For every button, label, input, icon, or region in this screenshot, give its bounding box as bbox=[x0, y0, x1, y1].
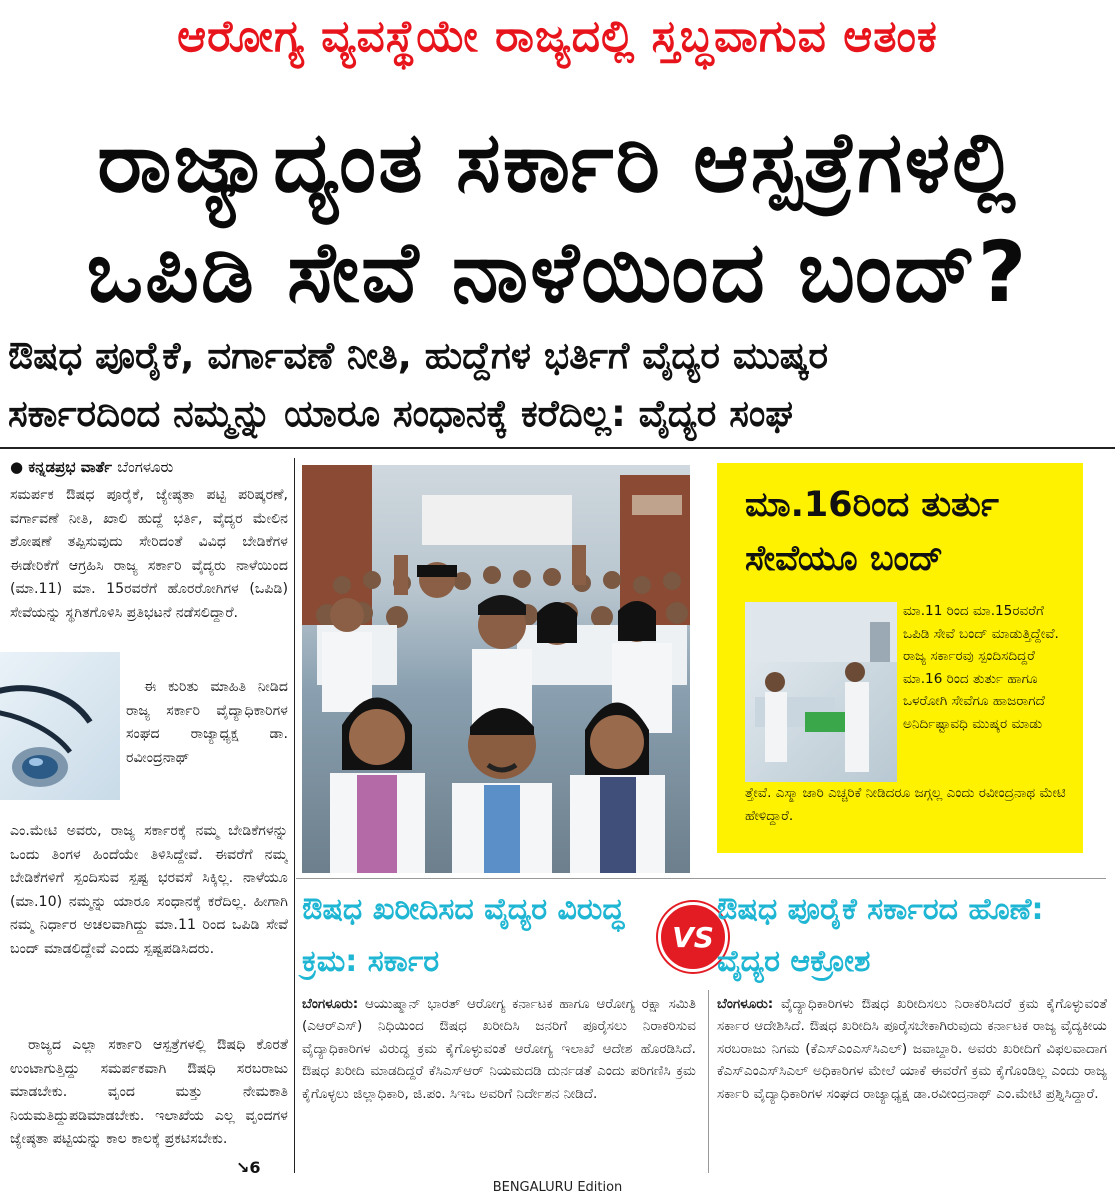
article-para1-text: ಸಮರ್ಪಕ ಔಷಧ ಪೂರೈಕೆ, ಜ್ಯೇಷ್ಠತಾ ಪಟ್ಟಿ ಪರಿಷ್ಕರಣೆ, ವರ್ಗಾವಣೆ ನೀತಿ, ಖಾಲಿ ಹುದ್ದೆ ಭರ್ತಿ, ವೈದ್ಯರ ಮೇಲಿನ ಶೋಷಣೆ ತಪ್ಪಿಸುವುದು ಸೇರಿದಂತೆ ವಿವಿಧ ಬೇಡಿಕೆಗಳ ಈಡೇರಿಕೆಗೆ ಆಗ್ರಹಿಸಿ ರಾಜ್ಯ ಸರ್ಕಾರಿ ವೈದ್ಯರು ನಾಳೆಯಿಂದ (ಮಾ.11) ಮಾ. 15ರವರೆಗೆ ಹೊರರೋಗಿಗಳ (ಒಪಿಡಿ) ಸೇವೆಯನ್ನು ಸ್ಥಗಿತಗೊಳಿಸಿ ಪ್ರತಿಭಟನೆ ನಡೆಸಲಿದ್ದಾರೆ. bbox=[10, 487, 288, 621]
stethoscope-photo bbox=[0, 652, 120, 800]
byline bbox=[10, 458, 290, 476]
main-headline-line1: ರಾಜ್ಯಾದ್ಯಂತ ಸರ್ಕಾರಿ ಆಸ್ಪತ್ರೆಗಳಲ್ಲಿ bbox=[97, 113, 1018, 211]
byline-city: ಬೆಂಗಳೂರು bbox=[117, 458, 174, 476]
doctor-side-text bbox=[717, 993, 1107, 1173]
article-para2-rest bbox=[10, 820, 288, 1030]
byline-source: ಕನ್ನಡಪ್ರಭ ವಾರ್ತೆ bbox=[28, 458, 112, 476]
emergency-box-text-wide: ತ್ತೇವೆ. ಎಸ್ಮಾ ಜಾರಿ ಎಚ್ಚರಿಕೆ ನೀಡಿದರೂ ಜಗ್ಗಲ್ಲ ಎಂದು ರವೀಂದ್ರನಾಥ ಮೇಟಿ ಹೇಳಿದ್ದಾರೆ. bbox=[745, 785, 1066, 824]
gov-side-body: ಆಯುಷ್ಮಾನ್ ಭಾರತ್ ಆರೋಗ್ಯ ಕರ್ನಾಟಕ ಹಾಗೂ ಆರೋಗ್ಯ ರಕ್ಷಾ ಸಮಿತಿ (ಎಆರ್‌ಎಸ್) ನಿಧಿಯಿಂದ ಔಷಧ ಖರೀದಿಸಿ ಜನರಿಗೆ ಪೂರೈಸಲು ನಿರಾಕರಿಸುವ ವೈದ್ಯಾಧಿಕಾರಿಗಳ ವಿರುದ್ಧ ಕ್ರಮ ಕೈಗೊಳ್ಳುವಂತೆ ಆರೋಗ್ಯ ಇಲಾಖೆ ಆದೇಶ ಹೊರಡಿಸಿದೆ. ಔಷಧ ಖರೀದಿ ಮಾಡದಿದ್ದರೆ ಕೆಸಿಎಸ್‌ಆರ್ ನಿಯಮದಡಿ ದುರ್ನಡತೆ ಎಂದು ಪರಿಗಣಿಸಿ ಕ್ರಮ ಕೈಗೊಳ್ಳಲು ಜಿಲ್ಲಾಧಿಕಾರಿ, ಜಿ.ಪಂ. ಸಿಇಒ ಅವರಿಗೆ ನಿರ್ದೇಶನ ನೀಡಿದೆ. bbox=[302, 996, 696, 1102]
versus-divider bbox=[296, 878, 1106, 879]
hospital-ward-photo bbox=[745, 602, 897, 782]
article-para2-narrow bbox=[126, 676, 288, 816]
main-headline-line2: ಒಪಿಡಿ ಸೇವೆ ನಾಳೆಯಿಂದ ಬಂದ್? bbox=[86, 223, 1029, 321]
doctors-protest-image bbox=[302, 465, 690, 873]
versus-badge: VS bbox=[658, 902, 728, 972]
doctor-side-lead: ಬೆಂಗಳೂರು: bbox=[717, 996, 774, 1012]
emergency-box-text-narrow: ಮಾ.11 ರಿಂದ ಮಾ.15ರವರೆಗೆ ಒಪಿಡಿ ಸೇವೆ ಬಂದ್ ಮಾಡುತ್ತಿದ್ದೇವೆ. ರಾಜ್ಯ ಸರ್ಕಾರವು ಸ್ಪಂದಿಸದಿದ್ದರೆ ಮಾ.16 ರಿಂದ ತುರ್ತು ಹಾಗೂ ಒಳರೋಗಿ ಸೇವೆಗೂ ಹಾಜರಾಗದೆ ಅನಿರ್ದಿಷ್ಟಾವಧಿ ಮುಷ್ಕರ ಮಾಡು bbox=[903, 603, 1059, 732]
bullet-icon: ● bbox=[10, 458, 24, 476]
deck-line2: ಸರ್ಕಾರದಿಂದ ನಮ್ಮನ್ನು ಯಾರೂ ಸಂಧಾನಕ್ಕೆ ಕರೆದಿಲ್ಲ: ವೈದ್ಯರ ಸಂಘ bbox=[8, 392, 794, 435]
hospital-ward-image bbox=[745, 602, 897, 782]
versus-column-divider bbox=[708, 990, 709, 1173]
gov-side-title: ಔಷಧ ಖರೀದಿಸದ ವೈದ್ಯರ ವಿರುದ್ಧ ಕ್ರಮ: ಸರ್ಕಾರ bbox=[302, 892, 625, 979]
column-divider bbox=[294, 458, 295, 1173]
kicker-headline: ಆರೋಗ್ಯ ವ್ಯವಸ್ಥೆಯೇ ರಾಜ್ಯದಲ್ಲಿ ಸ್ತಬ್ಧವಾಗುವ ಆತಂಕ bbox=[177, 11, 938, 62]
doctor-side-body: ವೈದ್ಯಾಧಿಕಾರಿಗಳು ಔಷಧ ಖರೀದಿಸಲು ನಿರಾಕರಿಸಿದರೆ ಕ್ರಮ ಕೈಗೊಳ್ಳುವಂತೆ ಸರ್ಕಾರ ಆದೇಶಿಸಿದೆ. ಔಷಧ ಖರೀದಿಸಿ ಪೂರೈಸಬೇಕಾಗಿರುವುದು ಕರ್ನಾಟಕ ರಾಜ್ಯ ವೈದ್ಯಕೀಯ ಸರಬರಾಜು ನಿಗಮ (ಕೆಎಸ್‌ಎಂಎಸ್‌ಸಿಎಲ್) ಜವಾಬ್ದಾರಿ. ಅವರು ಖರೀದಿಗೆ ವಿಫಲವಾದಾಗ ಕೆಎಸ್‌ಎಂಎಸ್‌ಸಿಎಲ್ ಅಧಿಕಾರಿಗಳ ಮೇಲೆ ಯಾಕೆ ಈವರೆಗೆ ಕ್ರಮ ಕೈಗೊಂಡಿಲ್ಲ ಎಂದು ರಾಜ್ಯ ಸರ್ಕಾರಿ ವೈದ್ಯಾಧಿಕಾರಿಗಳ ಸಂಘದ ರಾಜ್ಯಾಧ್ಯಕ್ಷ ಡಾ.ರವೀಂದ್ರನಾಥ್ ಎಂ.ಮೇಟಿ ಪ್ರಶ್ನಿಸಿದ್ದಾರೆ. bbox=[717, 996, 1107, 1102]
article-para1 bbox=[10, 484, 288, 664]
gov-side-lead: ಬೆಂಗಳೂರು: bbox=[302, 996, 359, 1012]
headline-divider bbox=[0, 447, 1115, 449]
article-para3-text: ರಾಜ್ಯದ ಎಲ್ಲಾ ಸರ್ಕಾರಿ ಆಸ್ಪತ್ರೆಗಳಲ್ಲಿ ಔಷಧಿ ಕೊರತೆ ಉಂಟಾಗುತ್ತಿದ್ದು ಸಮರ್ಪಕವಾಗಿ ಔಷಧಿ ಸರಬರಾಜು ಮಾಡಬೇಕು. ವೃಂದ ಮತ್ತು ನೇಮಕಾತಿ ನಿಯಮತಿದ್ದುಪಡಿಮಾಡಬೇಕು. ಇಲಾಖೆಯ ಎಲ್ಲ ವೃಂದಗಳ ಜ್ಯೇಷ್ಠತಾ ಪಟ್ಟಿಯನ್ನು ಕಾಲ ಕಾಲಕ್ಕೆ ಪ್ರಕಟಿಸಬೇಕು. bbox=[10, 1037, 288, 1148]
stethoscope-icon bbox=[0, 652, 120, 800]
article-para2-narrow-text: ಈ ಕುರಿತು ಮಾಹಿತಿ ನೀಡಿದ ರಾಜ್ಯ ಸರ್ಕಾರಿ ವೈದ್ಯಾಧಿಕಾರಿಗಳ ಸಂಘದ ರಾಜ್ಯಾಧ್ಯಕ್ಷ ಡಾ. ರವೀಂದ್ರನಾಥ್ bbox=[126, 679, 288, 766]
protest-illustration bbox=[302, 465, 690, 873]
doctor-side-title: ಔಷಧ ಪೂರೈಕೆ ಸರ್ಕಾರದ ಹೊಣೆ: ವೈದ್ಯರ ಆಕ್ರೋಶ bbox=[717, 892, 1044, 979]
emergency-box-title: ಮಾ.16ರಿಂದ ತುರ್ತು ಸೇವೆಯೂ ಬಂದ್ bbox=[745, 485, 999, 579]
edition-footer: BENGALURU Edition bbox=[492, 1180, 623, 1195]
article-para2-rest-text: ಎಂ.ಮೇಟಿ ಅವರು, ರಾಜ್ಯ ಸರ್ಕಾರಕ್ಕೆ ನಮ್ಮ ಬೇಡಿಕೆಗಳನ್ನು ಒಂದು ತಿಂಗಳ ಹಿಂದೆಯೇ ತಿಳಿಸಿದ್ದೇವೆ. ಈವರೆಗೆ ನಮ್ಮ ಬೇಡಿಕೆಗಳಿಗೆ ಸ್ಪಂದಿಸುವ ಸ್ಪಷ್ಟ ಭರವಸೆ ಸಿಕ್ಕಿಲ್ಲ. ನಾಳೆಯೂ (ಮಾ.10) ನಮ್ಮನ್ನು ಯಾರೂ ಸಂಧಾನಕ್ಕೆ ಕರೆದಿಲ್ಲ. ಹೀಗಾಗಿ ನಮ್ಮ ನಿರ್ಧಾರ ಅಚಲವಾಗಿದ್ದು ಮಾ.11 ರಿಂದ ಒಪಿಡಿ ಸೇವೆ ಬಂದ್ ಮಾಡಲಿದ್ದೇವೆ ಎಂದು ಸ್ಪಷ್ಟಪಡಿಸಿದರು. bbox=[10, 823, 288, 957]
continued-marker: ↘6 bbox=[236, 1158, 261, 1177]
gov-side-text bbox=[302, 993, 696, 1173]
deck-line1: ಔಷಧ ಪೂರೈಕೆ, ವರ್ಗಾವಣೆ ನೀತಿ, ಹುದ್ದೆಗಳ ಭರ್ತಿಗೆ ವೈದ್ಯರ ಮುಷ್ಕರ bbox=[8, 334, 829, 377]
article-para3 bbox=[10, 1034, 288, 1174]
